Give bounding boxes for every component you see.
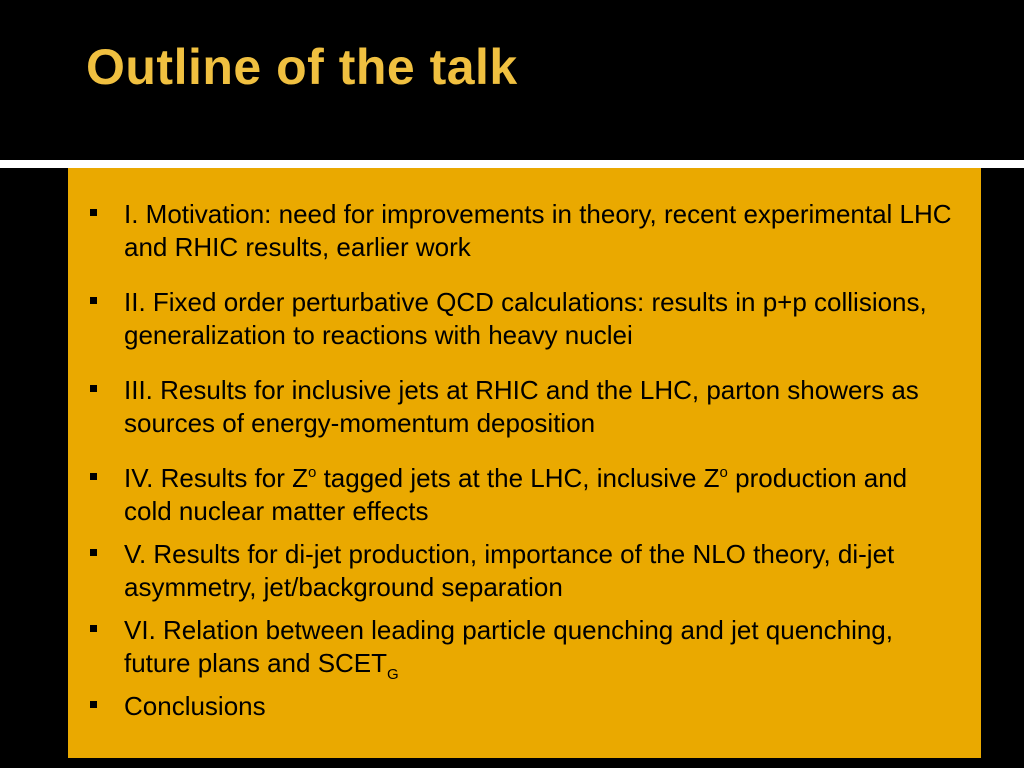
outline-item-inclusive-jets bbox=[68, 374, 981, 440]
square-bullet-icon bbox=[90, 549, 97, 556]
title-bar bbox=[0, 0, 1024, 160]
outline-item-conclusions bbox=[68, 690, 981, 723]
outline-item-di-jet bbox=[68, 538, 981, 604]
square-bullet-icon bbox=[90, 701, 97, 708]
outline-item-text: VI. Relation between leading particle quenching and jet quenching, future plans and $SCET_G$ bbox=[124, 615, 893, 683]
outline-item-z-tagged bbox=[68, 462, 981, 528]
outline-item-fixed-order bbox=[68, 286, 981, 352]
outline-item-text: Conclusions bbox=[124, 691, 266, 721]
square-bullet-icon bbox=[90, 297, 97, 304]
slide-title: Outline of the talk bbox=[86, 39, 518, 95]
content-box bbox=[68, 168, 981, 758]
square-bullet-icon bbox=[90, 209, 97, 216]
outline-item-text: IV. Results for $Z^o$ tagged jets at the LHC, inclusive $Z^o$ production and cold nuclear matter effects bbox=[124, 463, 908, 526]
outline-item-text: V. Results for di-jet production, importance of the NLO theory, di-jet asymmetry, jet/background separation bbox=[124, 539, 895, 602]
outline-item-text: II. Fixed order perturbative QCD calculations: results in p+p collisions, generalization to reactions with heavy nuclei bbox=[124, 287, 927, 350]
outline-item-text: I. Motivation: need for improvements in theory, recent experimental LHC and RHIC results, earlier work bbox=[124, 199, 952, 262]
square-bullet-icon bbox=[90, 625, 97, 632]
outline-item-text: III. Results for inclusive jets at RHIC and the LHC, parton showers as sources of energy-momentum deposition bbox=[124, 375, 919, 438]
outline-item-quenching bbox=[68, 614, 981, 683]
divider-band bbox=[0, 160, 1024, 168]
square-bullet-icon bbox=[90, 473, 97, 480]
square-bullet-icon bbox=[90, 385, 97, 392]
outline-item-motivation bbox=[68, 198, 981, 264]
outline-list bbox=[68, 198, 981, 723]
